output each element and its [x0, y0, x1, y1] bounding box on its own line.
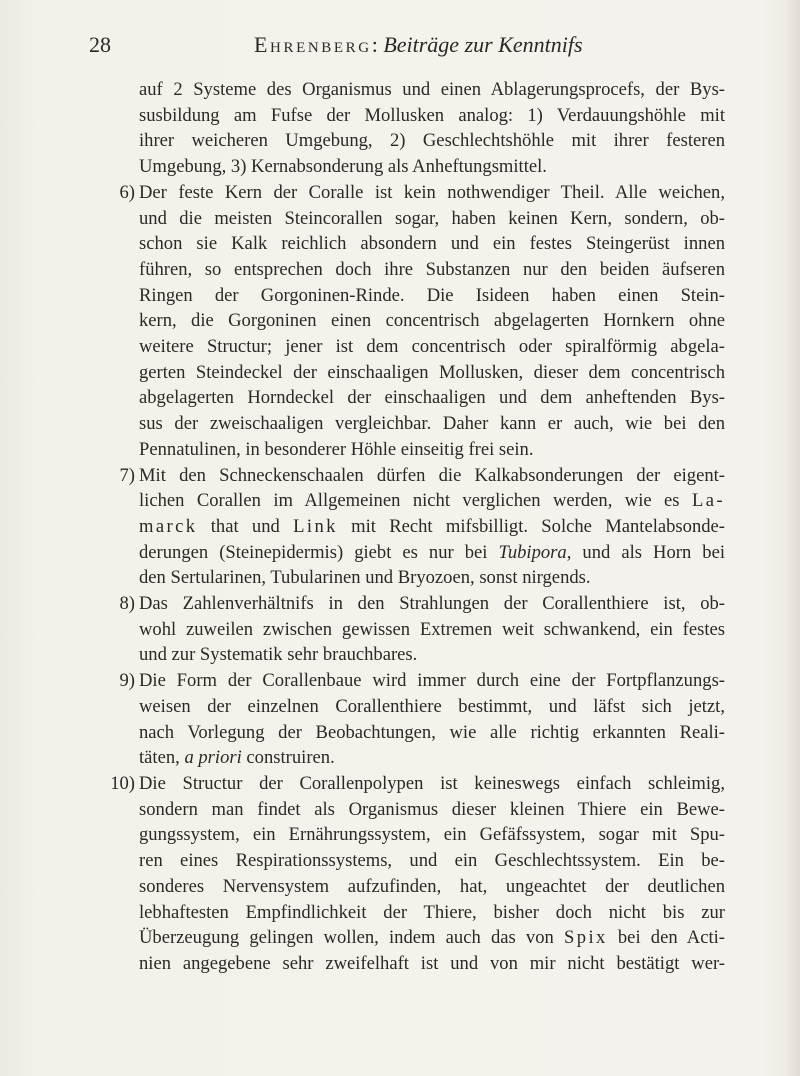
- text-segment: Überzeugung gelingen wollen, indem auch das von: [139, 927, 564, 949]
- text-line: Das Zahlenverhältnifs in den Strahlungen der Corallenthiere ist, ob-: [139, 593, 725, 615]
- text-line: Umgebung, 3) Kernabsonderung als Anheftungsmittel.: [139, 156, 547, 178]
- paragraph-number: 7): [119, 464, 135, 486]
- journal-title: Beiträge zur Kenntnifs: [383, 32, 583, 57]
- text-line: [139, 925, 725, 951]
- text-line: [139, 745, 725, 771]
- text-line: nien angegebene sehr zweifelhaft ist und von mir nicht bestätigt wer-: [139, 952, 725, 974]
- text-line: den Sertularinen, Tubularinen und Bryozoen, sonst nirgends.: [139, 567, 591, 589]
- paragraph-number: 9): [119, 670, 135, 692]
- author-name: Ehrenberg: [254, 32, 372, 57]
- text-line: lebhaftesten Empfindlichkeit der Thiere, bisher doch nicht bis zur: [139, 901, 725, 923]
- text-line: führen, so entsprechen doch ihre Substanzen nur den beiden äufseren: [139, 258, 725, 280]
- text-line: Pennatulinen, in besonderer Höhle einseitig frei sein.: [139, 438, 534, 460]
- numbered-paragraph-6: [119, 180, 725, 463]
- text-segment: lichen Corallen im Allgemeinen nicht verglichen werden, wie es: [139, 490, 692, 512]
- text-line: und zur Systematik sehr brauchbares.: [139, 644, 418, 666]
- text-line: auf 2 Systeme des Organismus und einen Ablagerungsprocefs, der Bys-: [139, 79, 725, 100]
- body-text: [110, 77, 726, 977]
- text-segment: construiren.: [241, 747, 335, 769]
- author-name-spix: Spix: [564, 927, 608, 949]
- page-edge-shadow: [786, 0, 800, 1076]
- text-segment: täten,: [139, 747, 185, 769]
- numbered-paragraph-8: [119, 591, 725, 668]
- paragraph-number: 8): [119, 593, 135, 615]
- running-title: [254, 30, 583, 60]
- text-line: sonderes Nervensystem aufzufinden, hat, ungeachtet der deutlichen: [139, 875, 725, 897]
- text-segment: derungen (Steinepidermis) giebt es nur bei: [139, 541, 499, 563]
- paragraph-number: 10): [110, 772, 135, 794]
- text-line: Die Form der Corallenbaue wird immer durch eine der Fortpflanzungs-: [139, 670, 725, 692]
- numbered-paragraph-9: [119, 668, 725, 771]
- text-line: gungssystem, ein Ernährungssystem, ein Gefäfssystem, sogar mit Spu-: [139, 824, 725, 846]
- numbered-paragraph-10: [110, 771, 726, 977]
- genus-name-tubipora: Tubipora: [498, 541, 567, 563]
- text-line: ihrer weicheren Umgebung, 2) Geschlechtshöhle mit ihrer festeren: [139, 130, 725, 152]
- text-line: gerten Steindeckel der einschaaligen Mollusken, dieser dem concentrisch: [139, 361, 725, 383]
- author-name-lamarck: La-: [691, 490, 725, 512]
- text-line: weisen der einzelnen Corallenthiere bestimmt, und läfst sich jetzt,: [139, 695, 725, 717]
- text-line: sondern man findet als Organismus dieser kleinen Thiere ein Bewe-: [139, 798, 725, 820]
- running-header: [0, 30, 800, 60]
- text-line: wohl zuweilen zwischen gewissen Extremen weit schwankend, ein festes: [139, 618, 725, 640]
- text-line: schon sie Kalk reichlich absondern und ein festes Steingerüst innen: [139, 233, 725, 255]
- title-separator: :: [371, 32, 384, 57]
- text-line: ren eines Respirationssystems, und ein Geschlechtssystem. Ein be-: [139, 850, 725, 872]
- text-line: nach Vorlegung der Beobachtungen, wie alle richtig erkannten Reali-: [139, 721, 725, 743]
- author-name-lamarck: marck: [139, 515, 198, 537]
- text-segment: mit Recht mifsbilligt. Solche Mantelabsonde-: [337, 515, 725, 537]
- text-line: sus der zweischaaligen vergleichbar. Daher kann er auch, wie bei den: [139, 413, 725, 435]
- paragraph-continuation: [139, 77, 725, 180]
- text-segment: bei den Acti-: [607, 927, 726, 949]
- text-line: weitere Structur; jener ist dem concentrisch oder spiralförmig abgela-: [139, 336, 725, 358]
- text-line: susbildung am Fufse der Mollusken analog: 1) Verdauungshöhle mit: [139, 104, 725, 126]
- text-line: Der feste Kern der Coralle ist kein nothwendiger Theil. Alle weichen,: [139, 181, 725, 203]
- numbered-paragraph-7: [119, 463, 725, 592]
- latin-phrase-a-priori: a priori: [184, 747, 242, 769]
- text-line: Mit den Schneckenschaalen dürfen die Kalkabsonderungen der eigent-: [139, 464, 725, 486]
- text-segment: that und: [197, 515, 294, 537]
- text-line: kern, die Gorgoninen einen concentrisch abgelagerten Hornkern ohne: [139, 310, 725, 332]
- text-line: [139, 488, 725, 514]
- text-segment: , und als Horn bei: [566, 541, 725, 563]
- text-line: abgelagerten Horndeckel der einschaaligen und dem anheftenden Bys-: [139, 387, 725, 409]
- page-number: 28: [89, 32, 111, 57]
- text-line: Die Structur der Corallenpolypen ist keineswegs einfach schleimig,: [139, 772, 725, 794]
- text-line: Ringen der Gorgoninen-Rinde. Die Isideen haben einen Stein-: [139, 284, 725, 306]
- paragraph-number: 6): [119, 181, 135, 203]
- text-line: und die meisten Steincorallen sogar, haben keinen Kern, sondern, ob-: [139, 207, 725, 229]
- text-line: [139, 514, 725, 540]
- author-name-link: Link: [293, 515, 338, 537]
- text-line: [139, 540, 725, 566]
